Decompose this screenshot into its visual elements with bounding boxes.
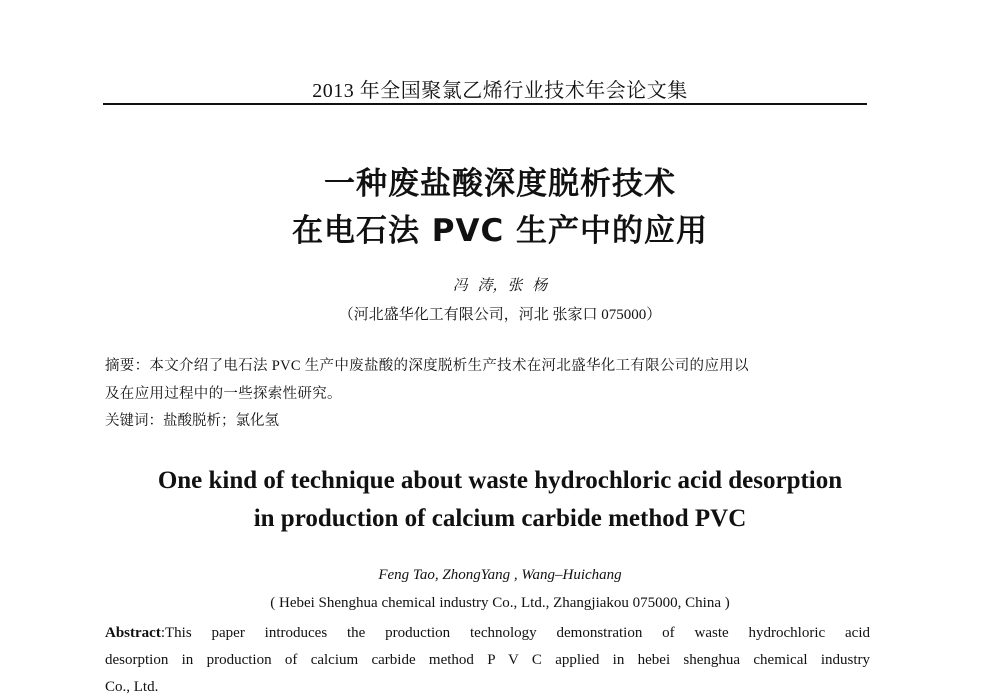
english-authors: Feng Tao, ZhongYang , Wang–Huichang (378, 567, 622, 583)
english-abstract-text-1: :This paper introduces the production technology demonstration of waste hydrochloric acid (160, 625, 870, 641)
running-header: 2013 年全国聚氯乙烯行业技术年会论文集 (312, 80, 688, 102)
chinese-abstract-line-1: 摘要：本文介绍了电石法 PVC 生产中废盐酸的深度脱析生产技术在河北盛华化工有限公司的应用以 (105, 358, 749, 374)
english-abstract-line-1 (105, 622, 870, 644)
abstract-label: Abstract (105, 625, 161, 641)
english-abstract-line-2: desorption in production of calcium carbide method P V C applied in hebei shenghua chemical industry (105, 652, 870, 668)
header-rule (103, 103, 867, 105)
english-abstract-line-3: Co., Ltd. (105, 679, 159, 695)
chinese-title-line-1: 一种废盐酸深度脱析技术 (324, 166, 676, 202)
english-title-line-1: One kind of technique about waste hydrochloric acid desorption (157, 467, 843, 494)
chinese-authors: 冯 涛，张 杨 (452, 278, 548, 294)
chinese-keywords: 关键词：盐酸脱析；氯化氢 (105, 413, 279, 429)
chinese-affiliation: （河北盛华化工有限公司，河北 张家口 075000） (338, 307, 662, 323)
english-affiliation: ( Hebei Shenghua chemical industry Co., Ltd., Zhangjiakou 075000, China ) (270, 595, 730, 611)
english-title-line-2: in production of calcium carbide method PVC (253, 505, 747, 532)
chinese-abstract-line-2: 及在应用过程中的一些探索性研究。 (105, 386, 342, 402)
chinese-title-line-2: 在电石法 PVC 生产中的应用 (291, 213, 709, 249)
